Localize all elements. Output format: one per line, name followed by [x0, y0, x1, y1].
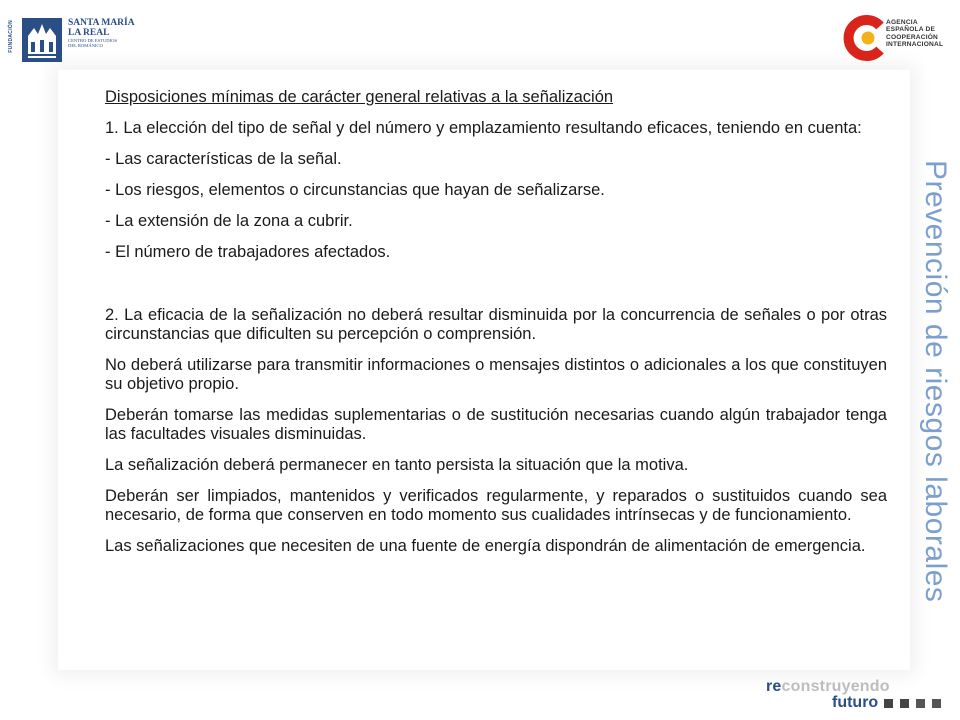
aecid-logo: [842, 14, 952, 64]
logo-name-line2: LA REAL: [68, 28, 110, 38]
paragraph-3: No deberá utilizarse para transmitir informaciones o mensajes distintos o adicionales a los que constituyen su objetivo propio.: [105, 356, 887, 393]
list-item-3: - La extensión de la zona a cubrir.: [105, 212, 353, 230]
list-item-2: - Los riesgos, elementos o circunstancias que hayan de señalizarse.: [105, 181, 605, 199]
reconstruyendo-futuro-tagline: [762, 678, 952, 718]
logo-name: [68, 18, 135, 38]
paragraph-2: 2. La eficacia de la señalización no deberá resultar disminuida por la concurrencia de señales o por otras circunstancias que dificulten su percepción o comprensión.: [105, 306, 887, 343]
logo-vertical-text: FUNDACIÓN: [8, 20, 14, 53]
square-icon: [900, 699, 909, 708]
fundacion-santa-maria-logo: [6, 14, 135, 66]
aecid-c-icon: [842, 14, 890, 62]
paragraph-6: Deberán ser limpiados, mantenidos y verificados regularmente, y reparados o sustituidos cuando sea necesario, de forma que conserven en todo momento sus cualidades intrínsecas y de funcionamiento.: [105, 487, 887, 524]
square-icon: [932, 699, 941, 708]
tagline-line2: futuro: [832, 694, 879, 711]
building-logo-icon: [22, 18, 62, 62]
paragraph-1: 1. La elección del tipo de señal y del número y emplazamiento resultando eficaces, teniendo en cuenta:: [105, 119, 862, 137]
document-body: [105, 88, 887, 568]
paragraph-4: Deberán tomarse las medidas suplementarias o de sustitución necesarias cuando algún trabajador tenga las facultades visuales disminuidas.: [105, 406, 887, 443]
tagline-squares: [884, 699, 941, 708]
tagline-prefix: re: [766, 678, 782, 695]
aecid-line3: COOPERACIÓN: [886, 33, 939, 41]
aecid-line4: INTERNACIONAL: [886, 41, 944, 49]
aecid-line1: AGENCIA: [886, 19, 918, 26]
tagline-rest: construyendo: [781, 678, 890, 695]
logo-subtitle: CENTRO DE ESTUDIOS DEL ROMÁNICO: [68, 38, 117, 49]
aecid-text: [886, 19, 943, 49]
square-icon: [916, 699, 925, 708]
square-icon: [884, 699, 893, 708]
list-item-4: - El número de trabajadores afectados.: [105, 243, 391, 261]
spacer: [105, 274, 887, 306]
logo-name-line1: SANTA MARÍA: [68, 18, 135, 28]
paragraph-5: La señalización deberá permanecer en tanto persista la situación que la motiva.: [105, 456, 689, 474]
list-item-1: - Las características de la señal.: [105, 150, 342, 168]
paragraph-7: Las señalizaciones que necesiten de una fuente de energía dispondrán de alimentación de emergencia.: [105, 537, 866, 555]
document-heading: Disposiciones mínimas de carácter general relativas a la señalización: [105, 88, 614, 106]
aecid-line2: ESPAÑOLA DE: [886, 26, 936, 34]
side-title: Prevención de riesgos laborales: [919, 160, 952, 603]
